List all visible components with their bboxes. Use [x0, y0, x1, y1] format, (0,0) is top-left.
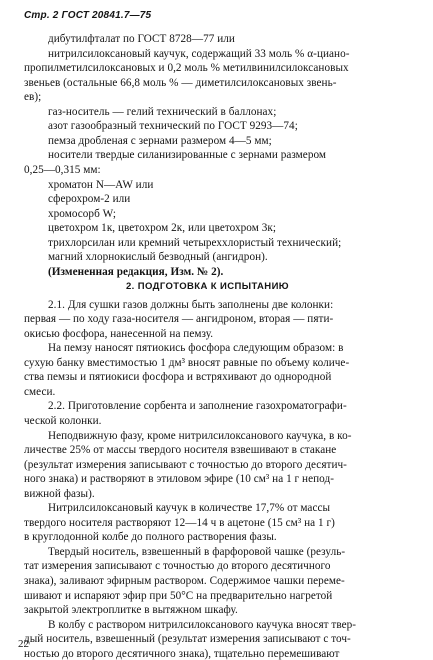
text-line: пропилметилсилоксановых и 0,2 моль % метилвинилсилоксановых — [24, 62, 349, 75]
text-line: носители твердые силанизированные с зернами размером — [48, 149, 327, 162]
text-line: Твердый носитель, взвешенный в фарфоровой чашке (резуль- — [48, 545, 346, 558]
text-line: хроматон N—AW или — [48, 178, 154, 191]
text-line: тат измерения записывают с точностью до второго десятичного — [24, 560, 331, 573]
text-line: 0,25—0,315 мм: — [24, 164, 101, 176]
text-line: ев); — [24, 91, 42, 104]
text-line: цветохром 1к, цветохром 2к, или цветохром 3к; — [48, 222, 276, 235]
text-line: смеси. — [24, 385, 56, 398]
text-line: Неподвижную фазу, кроме нитрилсилоксанового каучука, в ко- — [48, 429, 352, 442]
text-line: (результат измерения записывают с точностью до второго десятич- — [24, 458, 347, 471]
text-line: трихлорсилан или кремний четыреххлористый технический; — [48, 236, 342, 249]
text-line: вижной фазы). — [24, 487, 95, 500]
text-line: закрытой электроплитке в вытяжном шкафу. — [24, 604, 238, 617]
section-heading: 2. ПОДГОТОВКА К ИСПЫТАНИЮ — [126, 281, 289, 292]
text-line: 2.2. Приготовление сорбента и заполнение газохроматографи- — [48, 400, 347, 413]
text-line: первая — по ходу газа-носителя — ангидроном, вторая — пяти- — [24, 313, 334, 326]
text-line: магний хлорнокислый безводный (ангидрон). — [48, 251, 268, 264]
page-header: Стр. 2 ГОСТ 20841.7—75 — [24, 10, 152, 21]
text-line: газ-носитель — гелий технический в баллонах; — [48, 105, 277, 118]
text-line: ства пемзы и пятиокиси фосфора и встряхивают до однородной — [24, 371, 332, 384]
text-line: ностью до второго десятичного знака), тщательно перемешивают — [24, 647, 340, 660]
text-line: В колбу с раствором нитрилсилоксанового каучука вносят твер- — [48, 618, 357, 631]
text-line: дый носитель, взвешенный (результат измерения записывают с точ- — [24, 633, 351, 646]
text-line: пемза дробленая с зернами размером 4—5 мм; — [48, 134, 272, 147]
text-line: ческой колонки. — [24, 414, 102, 427]
text-line: хромосорб W; — [48, 207, 117, 220]
page-number: 22 — [18, 638, 29, 650]
text-line: нитрилсилоксановый каучук, содержащий 33 моль % α-циано- — [48, 47, 350, 60]
text-line: шивают и испаряют эфир при 50°С на предварительно нагретой — [24, 589, 333, 602]
text-line: сухую банку вместимостью 1 дм³ вносят равные по объему количе- — [24, 356, 350, 369]
text-line: в круглодонной колбе до полного растворения фазы. — [24, 531, 277, 544]
text-line: окисью фосфора, нанесенной на пемзу. — [24, 327, 214, 340]
text-line: На пемзу наносят пятиокись фосфора следующим образом: в — [48, 342, 344, 355]
text-line: Нитрилсилоксановый каучук в количестве 17,7% от массы — [48, 502, 331, 515]
text-line: азот газообразный технический по ГОСТ 9293—74; — [48, 120, 298, 133]
text-line: твердого носителя растворяют 12—14 ч в ацетоне (15 см³ на 1 г) — [24, 516, 335, 529]
text-line: 2.1. Для сушки газов должны быть заполнены две колонки: — [48, 298, 334, 311]
text-line: знака), заливают эфирным раствором. Содержимое чашки переме- — [24, 575, 345, 587]
amendment-note: (Измененная редакция, Изм. № 2). — [48, 265, 224, 278]
text-line: дибутилфталат по ГОСТ 8728—77 или — [48, 33, 235, 45]
text-line: ного знака) и растворяют в этиловом эфире (10 см³ на 1 г непод- — [24, 473, 334, 486]
text-line: личестве 25% от массы твердого носителя взвешивают в стакане — [24, 444, 337, 456]
text-line: сферохром-2 или — [48, 193, 131, 206]
text-line: звеньев (остальные 66,8 моль % — диметилсилоксановых звень- — [24, 76, 337, 89]
